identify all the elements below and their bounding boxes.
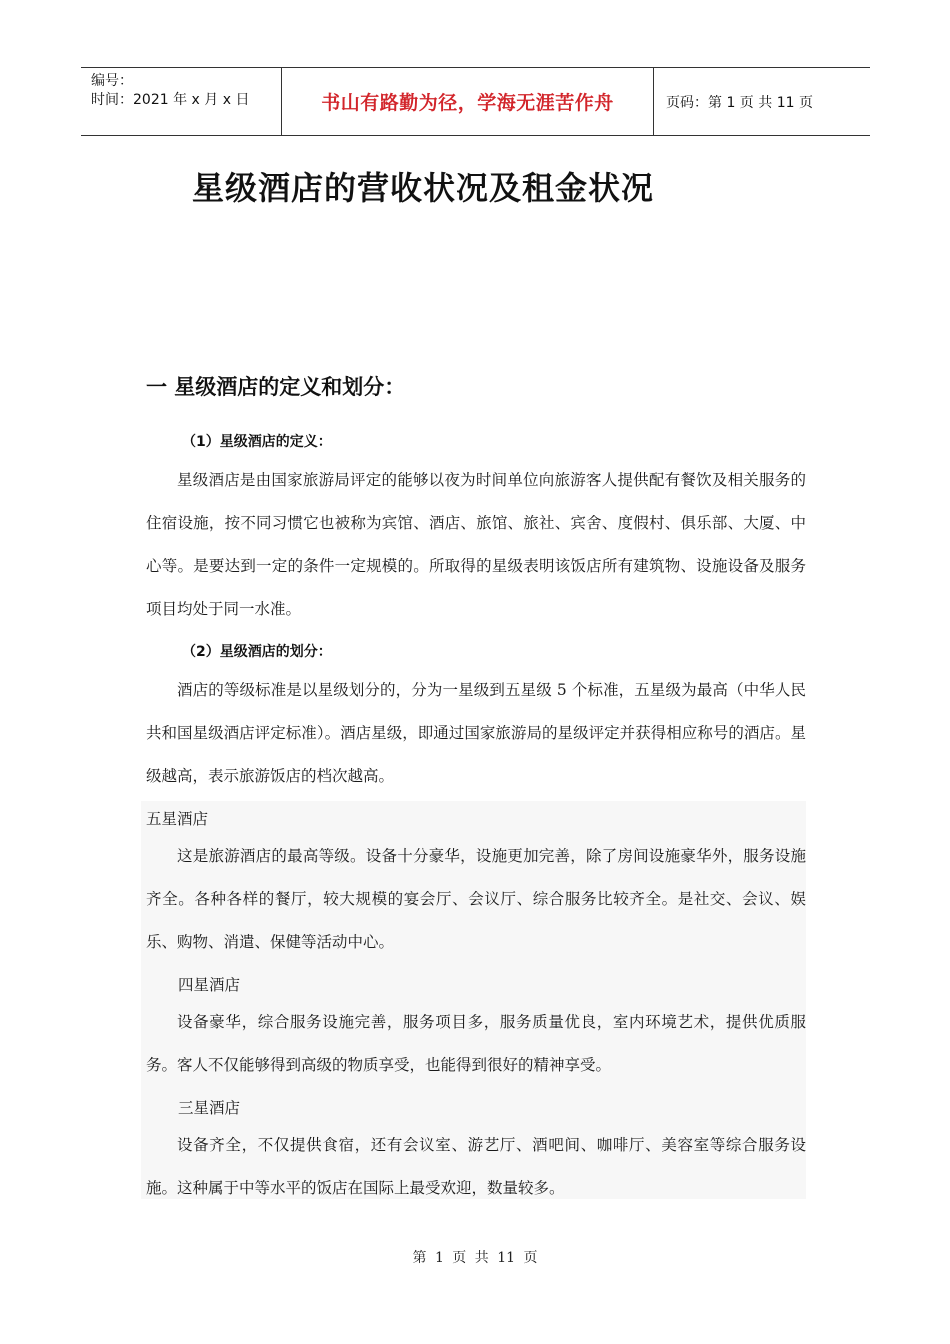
five-star-description: 这是旅游酒店的最高等级。设备十分豪华，设施更加完善，除了房间设施豪华外，服务设施齐全。各种各样的餐厅，较大规模的宴会厅、会议厅、综合服务比较齐全。是社交、会议、娱乐、购物、消遣、保健等活动中心。 — [146, 847, 806, 951]
header-page-info: 页码：第 1 页 共 11 页 — [666, 94, 813, 111]
classification-paragraph: 酒店的等级标准是以星级划分的，分为一星级到五星级 5 个标准，五星级为最高（中华人民共和国星级酒店评定标准）。酒店星级，即通过国家旅游局的星级评定并获得相应称号的酒店。星级越高，表示旅游饭店的档次越高。 — [146, 681, 806, 785]
three-star-description: 设备齐全，不仅提供食宿，还有会议室、游艺厅、酒吧间、咖啡厅、美容室等综合服务设施。这种属于中等水平的饭店在国际上最受欢迎，数量较多。 — [146, 1136, 806, 1197]
header-meta — [81, 68, 282, 135]
definition-paragraph: 星级酒店是由国家旅游局评定的能够以夜为时间单位向旅游客人提供配有餐饮及相关服务的住宿设施，按不同习惯它也被称为宾馆、酒店、旅馆、旅社、宾舍、度假村、俱乐部、大厦、中心等。是要达到一定的条件一定规模的。所取得的星级表明该饭店所有建筑物、设施设备及服务项目均处于同一水准。 — [146, 471, 806, 618]
three-star-label: 三星酒店 — [178, 1099, 241, 1117]
four-star-label: 四星酒店 — [178, 976, 241, 994]
subsection-heading-classification: （2）星级酒店的划分： — [182, 644, 332, 660]
page-footer: 第 1 页 共 11 页 — [412, 1250, 538, 1266]
five-star-label: 五星酒店 — [146, 810, 209, 828]
page-header — [81, 67, 870, 136]
document-time-label: 时间：2021 年 x 月 x 日 — [91, 92, 250, 108]
document-number-label: 编号： — [91, 73, 133, 89]
four-star-description: 设备豪华，综合服务设施完善，服务项目多，服务质量优良，室内环境艺术，提供优质服务。客人不仅能够得到高级的物质享受，也能得到很好的精神享受。 — [146, 1013, 806, 1074]
document-title: 星级酒店的营收状况及租金状况 — [192, 169, 655, 207]
subsection-heading-definition: （1）星级酒店的定义： — [182, 434, 332, 450]
section-heading: 一 星级酒店的定义和划分： — [146, 375, 406, 399]
header-motto: 书山有路勤为径，学海无涯苦作舟 — [282, 68, 654, 135]
